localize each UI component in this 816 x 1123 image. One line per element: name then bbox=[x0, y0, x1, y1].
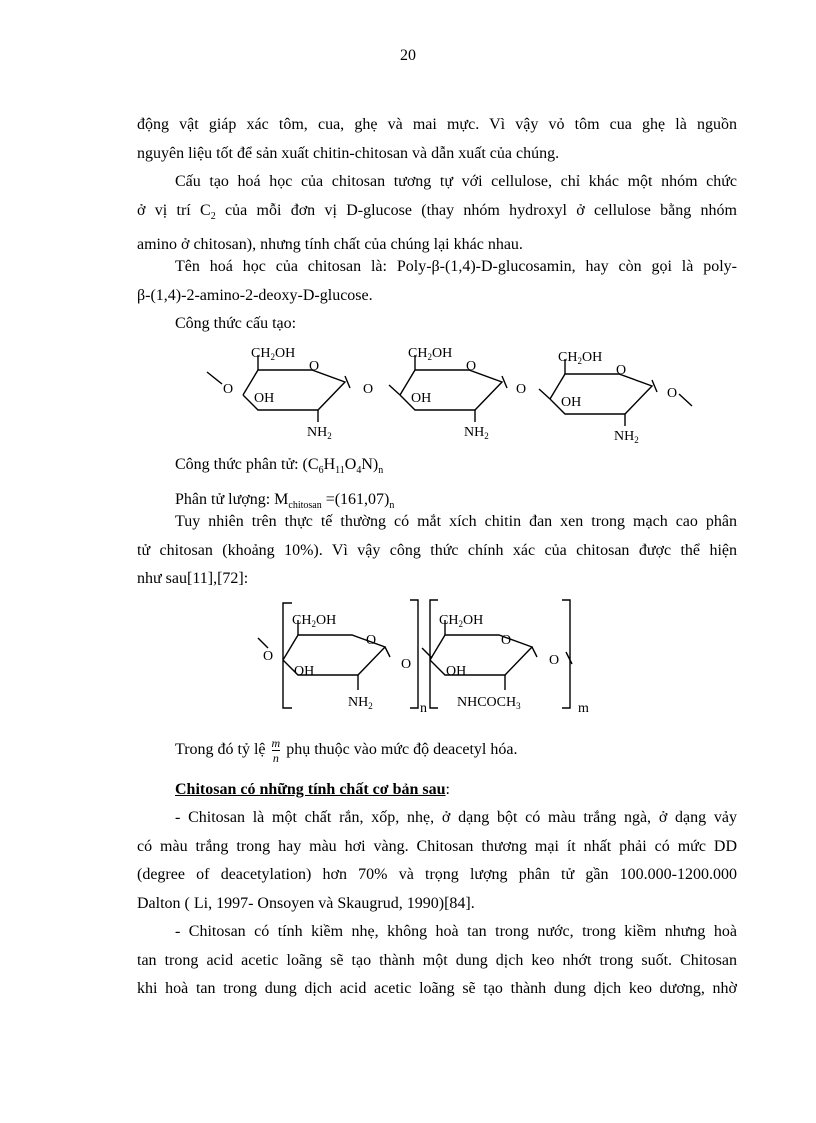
paragraph-properties-1 bbox=[137, 804, 737, 918]
ch2oh-label: $CH_2OH$ bbox=[558, 350, 603, 366]
nh2-label: $NH_2$ bbox=[614, 429, 639, 445]
page-number: 20 bbox=[400, 47, 416, 64]
ring-oxygen: O bbox=[616, 363, 627, 378]
text-line: tan trong acid acetic loãng sẽ tạo thành một dung dịch keo nhớt trong suốt. Chitosan bbox=[137, 951, 737, 969]
structure-label: Công thức cấu tạo: bbox=[175, 315, 297, 332]
ch2oh-label: $CH_2OH$ bbox=[292, 613, 337, 629]
nh2-label: $NH_2$ bbox=[348, 695, 373, 711]
text-line: Tên hoá học của chitosan là: Poly-β-(1,4)-D-glucosamin, hay còn gọi là poly- bbox=[175, 258, 737, 275]
nh2-label: $NH_2$ bbox=[464, 425, 489, 441]
text-fragment: của mỗi đơn vị D-glucose (thay nhóm hydroxyl ở cellulose bằng nhóm bbox=[215, 201, 738, 219]
n-subscript: n bbox=[420, 701, 427, 716]
link-oxygen: O bbox=[667, 386, 678, 401]
text-line: - Chitosan là một chất rắn, xốp, nhẹ, ở dạng bột có màu trắng ngà, ở dạng vảy bbox=[175, 809, 737, 826]
molecular-formula: Công thức phân tử: $(C_6H_{11}O_4N)_n$ bbox=[175, 456, 384, 477]
text-line: β-(1,4)-2-amino-2-deoxy-D-glucose. bbox=[137, 286, 373, 304]
ratio-prefix: Trong đó tỷ lệ bbox=[175, 741, 266, 758]
ring-oxygen: O bbox=[466, 359, 477, 374]
ratio-line bbox=[137, 733, 737, 767]
paragraph-properties-2 bbox=[137, 918, 737, 1004]
text-line: (degree of deacetylation) hơn 70% và trọng lượng phân tử gần 100.000-1200.000 bbox=[137, 866, 737, 883]
link-oxygen: O bbox=[363, 382, 374, 397]
link-oxygen: O bbox=[263, 649, 274, 664]
link-oxygen: O bbox=[516, 382, 527, 397]
link-oxygen: O bbox=[223, 382, 234, 397]
text-line: khi hoà tan trong dung dịch acid acetic loãng sẽ tạo thành dung dịch keo dương, nhờ bbox=[137, 980, 737, 997]
link-oxygen: O bbox=[549, 653, 560, 668]
ch2oh-label: $CH_2OH$ bbox=[439, 613, 484, 629]
text-line: nguyên liệu tốt để sản xuất chitin-chitosan và dẫn xuất của chúng. bbox=[137, 144, 560, 162]
oh-label: OH bbox=[446, 664, 467, 679]
fraction-denominator: n bbox=[272, 750, 279, 765]
text-line: có màu trắng trong hay màu hơi vàng. Chitosan thương mại ít nhất phải có mức DD bbox=[137, 837, 737, 855]
molecular-weight: Phân tử lượng: $M_{chitosan} =(161,07)_n$ bbox=[175, 490, 395, 511]
text-line: Cấu tạo hoá học của chitosan tương tự với cellulose, chỉ khác một nhóm chức bbox=[175, 173, 737, 190]
ch2oh-label: $CH_2OH$ bbox=[408, 346, 453, 362]
chitosan-unit bbox=[283, 613, 411, 711]
text-fragment: ở vị trí C bbox=[137, 201, 211, 219]
heading-text: Chitosan có những tính chất cơ bản sau bbox=[175, 781, 446, 798]
text-line: như sau[11],[72]: bbox=[137, 570, 249, 587]
ring-oxygen: O bbox=[501, 633, 512, 648]
fraction-numerator: m bbox=[271, 735, 281, 750]
ring-oxygen: O bbox=[366, 633, 377, 648]
oh-label: OH bbox=[561, 395, 582, 410]
m-subscript: m bbox=[578, 701, 589, 716]
ch2oh-label: $CH_2OH$ bbox=[251, 346, 296, 362]
oh-label: OH bbox=[254, 391, 275, 406]
heading-colon: : bbox=[445, 781, 450, 798]
ratio-fraction bbox=[272, 736, 281, 765]
ring-oxygen: O bbox=[309, 359, 320, 374]
text-line: Dalton ( Li, 1997- Onsoyen và Skaugrud, 1990)[84]. bbox=[137, 894, 475, 912]
link-oxygen: O bbox=[401, 657, 412, 672]
subscript: 2 bbox=[210, 210, 216, 222]
oh-label: OH bbox=[411, 391, 432, 406]
text-line: - Chitosan có tính kiềm nhẹ, không hoà tan trong nước, trong kiềm nhưng hoà bbox=[175, 923, 737, 940]
ratio-suffix: phụ thuộc vào mức độ deacetyl hóa. bbox=[286, 741, 518, 758]
nh2-label: $NH_2$ bbox=[307, 425, 332, 441]
text-line: amino ở chitosan), nhưng tính chất của chúng lại khác nhau. bbox=[137, 236, 523, 254]
properties-heading bbox=[137, 776, 737, 805]
chitin-unit bbox=[430, 613, 572, 711]
oh-label: OH bbox=[294, 664, 315, 679]
text-line: tử chitosan (khoảng 10%). Vì vậy công thức chính xác của chitosan được thể hiện bbox=[137, 541, 737, 559]
text-line: động vật giáp xác tôm, cua, ghẹ và mai mực. Vì vậy vỏ tôm cua ghẹ là nguồn bbox=[137, 116, 737, 133]
nhcoch3-label: $NHCOCH_3$ bbox=[457, 695, 521, 711]
text-line: Tuy nhiên trên thực tế thường có mắt xích chitin đan xen trong mạch cao phân bbox=[175, 513, 737, 530]
